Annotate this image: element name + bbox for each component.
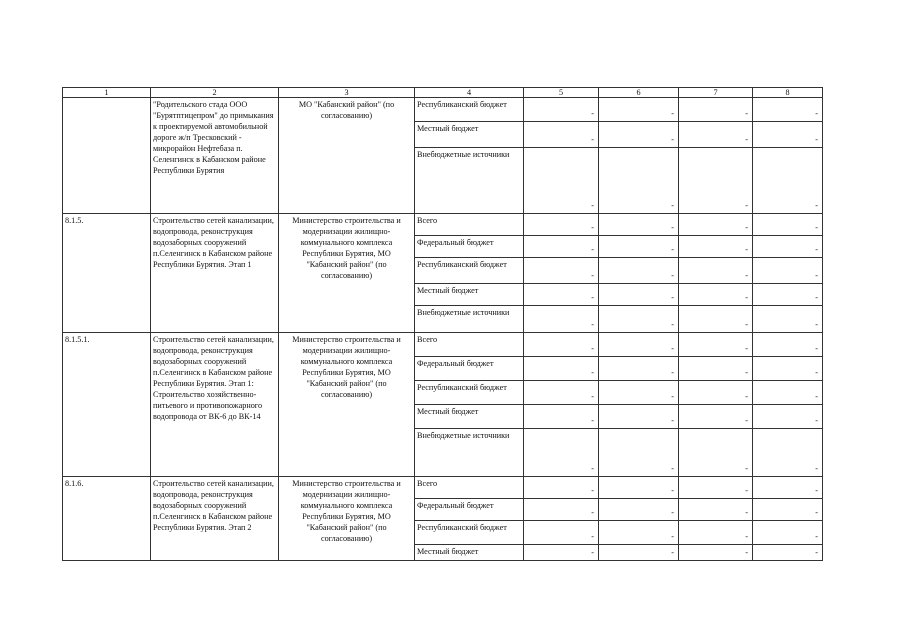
value-cell xyxy=(753,521,823,545)
value-cell xyxy=(753,499,823,521)
value-text: - xyxy=(591,464,594,473)
value-text: - xyxy=(815,464,818,473)
executor: МО "Кабанский район" (по согласованию) xyxy=(279,98,415,214)
column-header: 6 xyxy=(599,88,679,98)
table-row xyxy=(63,477,823,499)
value-cell xyxy=(679,258,753,284)
value-text: - xyxy=(745,223,748,232)
value-cell xyxy=(753,214,823,236)
value-cell xyxy=(599,236,679,258)
column-header: 8 xyxy=(753,88,823,98)
value-cell xyxy=(599,545,679,561)
value-cell xyxy=(524,521,599,545)
value-cell xyxy=(679,122,753,148)
value-cell xyxy=(524,545,599,561)
value-cell xyxy=(524,357,599,381)
value-cell xyxy=(679,545,753,561)
value-cell xyxy=(524,429,599,477)
value-text: - xyxy=(591,201,594,210)
item-number: 8.1.6. xyxy=(63,477,151,561)
value-text: - xyxy=(745,486,748,495)
value-text: - xyxy=(671,109,674,118)
value-cell xyxy=(524,122,599,148)
value-cell xyxy=(599,521,679,545)
value-cell xyxy=(524,381,599,405)
value-text: - xyxy=(815,293,818,302)
column-header: 2 xyxy=(151,88,279,98)
value-cell xyxy=(599,98,679,122)
value-text: - xyxy=(671,271,674,280)
value-cell xyxy=(753,306,823,333)
value-cell xyxy=(753,258,823,284)
funding-source: Республиканский бюджет xyxy=(415,98,524,122)
value-cell xyxy=(753,284,823,306)
value-cell xyxy=(524,148,599,214)
value-text: - xyxy=(815,508,818,517)
value-cell xyxy=(679,521,753,545)
value-text: - xyxy=(591,548,594,557)
item-number: 8.1.5. xyxy=(63,214,151,333)
value-text: - xyxy=(671,245,674,254)
value-text: - xyxy=(815,532,818,541)
value-text: - xyxy=(815,416,818,425)
value-cell xyxy=(599,284,679,306)
value-text: - xyxy=(745,368,748,377)
value-cell xyxy=(679,381,753,405)
value-text: - xyxy=(745,344,748,353)
value-cell xyxy=(753,357,823,381)
value-text: - xyxy=(745,508,748,517)
value-cell xyxy=(679,499,753,521)
value-cell xyxy=(524,284,599,306)
funding-source: Всего xyxy=(415,214,524,236)
value-cell xyxy=(599,477,679,499)
value-cell xyxy=(599,148,679,214)
funding-source: Республиканский бюджет xyxy=(415,381,524,405)
value-text: - xyxy=(745,109,748,118)
value-cell xyxy=(753,98,823,122)
value-cell xyxy=(753,333,823,357)
value-text: - xyxy=(671,320,674,329)
executor: Министерство строительства и модернизации жилищно-коммунального комплекса Республики Бурятия, МО "Кабанский район" (по согласованию) xyxy=(279,477,415,561)
value-text: - xyxy=(745,201,748,210)
value-cell xyxy=(679,429,753,477)
value-cell xyxy=(679,236,753,258)
value-cell xyxy=(524,258,599,284)
value-text: - xyxy=(745,532,748,541)
value-cell xyxy=(599,214,679,236)
value-text: - xyxy=(815,486,818,495)
funding-source: Местный бюджет xyxy=(415,284,524,306)
value-text: - xyxy=(591,271,594,280)
funding-source: Всего xyxy=(415,333,524,357)
value-text: - xyxy=(815,392,818,401)
value-text: - xyxy=(591,135,594,144)
value-text: - xyxy=(671,548,674,557)
value-cell xyxy=(753,381,823,405)
value-text: - xyxy=(745,293,748,302)
value-text: - xyxy=(591,486,594,495)
value-text: - xyxy=(671,201,674,210)
budget-table xyxy=(62,87,823,561)
value-text: - xyxy=(745,271,748,280)
value-text: - xyxy=(671,416,674,425)
value-text: - xyxy=(815,201,818,210)
column-header: 5 xyxy=(524,88,599,98)
value-cell xyxy=(599,333,679,357)
value-text: - xyxy=(591,392,594,401)
value-cell xyxy=(753,429,823,477)
value-text: - xyxy=(745,464,748,473)
value-cell xyxy=(599,357,679,381)
value-text: - xyxy=(815,271,818,280)
value-text: - xyxy=(671,344,674,353)
value-cell xyxy=(524,306,599,333)
value-cell xyxy=(679,306,753,333)
value-text: - xyxy=(591,223,594,232)
funding-source: Внебюджетные источники xyxy=(415,148,524,214)
value-cell xyxy=(679,214,753,236)
funding-source: Федеральный бюджет xyxy=(415,236,524,258)
value-text: - xyxy=(671,368,674,377)
value-text: - xyxy=(671,293,674,302)
value-cell xyxy=(524,214,599,236)
value-cell xyxy=(753,405,823,429)
value-cell xyxy=(599,258,679,284)
value-text: - xyxy=(745,392,748,401)
executor: Министерство строительства и модернизации жилищно-коммунального комплекса Республики Бурятия, МО "Кабанский район" (по согласованию) xyxy=(279,214,415,333)
value-text: - xyxy=(591,293,594,302)
value-cell xyxy=(679,357,753,381)
value-cell xyxy=(679,98,753,122)
funding-source: Внебюджетные источники xyxy=(415,429,524,477)
value-text: - xyxy=(815,245,818,254)
value-text: - xyxy=(815,368,818,377)
item-number xyxy=(63,98,151,214)
column-header: 7 xyxy=(679,88,753,98)
value-text: - xyxy=(591,320,594,329)
value-cell xyxy=(753,477,823,499)
value-text: - xyxy=(591,344,594,353)
value-cell xyxy=(679,405,753,429)
funding-source: Республиканский бюджет xyxy=(415,521,524,545)
item-name: "Родительского стада ООО "Бурятптицепром" до примыкания к проектируемой автомобильной дороге ж/п Тресковский - микрорайон Нефтебаза п. Селенгинск в Кабанском районе Республики Бурятия xyxy=(151,98,279,214)
column-header: 3 xyxy=(279,88,415,98)
column-header: 4 xyxy=(415,88,524,98)
item-number: 8.1.5.1. xyxy=(63,333,151,477)
value-text: - xyxy=(671,223,674,232)
funding-source: Внебюджетные источники xyxy=(415,306,524,333)
header-row xyxy=(63,88,823,98)
value-text: - xyxy=(671,135,674,144)
table-row xyxy=(63,333,823,357)
funding-source: Местный бюджет xyxy=(415,545,524,561)
item-name: Строительство сетей канализации, водопровода, реконструкция водозаборных сооружений п.Селенгинск в Кабанском районе Республики Бурятия. Этап 1 xyxy=(151,214,279,333)
value-cell xyxy=(599,306,679,333)
value-text: - xyxy=(745,548,748,557)
value-text: - xyxy=(591,508,594,517)
value-text: - xyxy=(591,532,594,541)
value-cell xyxy=(599,499,679,521)
value-cell xyxy=(599,122,679,148)
value-text: - xyxy=(745,320,748,329)
value-cell xyxy=(679,333,753,357)
value-cell xyxy=(679,284,753,306)
value-cell xyxy=(524,477,599,499)
value-text: - xyxy=(815,344,818,353)
value-text: - xyxy=(815,109,818,118)
value-cell xyxy=(753,122,823,148)
value-text: - xyxy=(745,245,748,254)
table-row xyxy=(63,98,823,122)
column-header: 1 xyxy=(63,88,151,98)
value-text: - xyxy=(671,508,674,517)
value-text: - xyxy=(591,416,594,425)
value-cell xyxy=(524,98,599,122)
value-cell xyxy=(524,405,599,429)
funding-source: Федеральный бюджет xyxy=(415,357,524,381)
value-cell xyxy=(753,545,823,561)
value-cell xyxy=(679,148,753,214)
funding-source: Местный бюджет xyxy=(415,405,524,429)
value-text: - xyxy=(815,223,818,232)
value-text: - xyxy=(745,135,748,144)
funding-source: Всего xyxy=(415,477,524,499)
funding-source: Федеральный бюджет xyxy=(415,499,524,521)
funding-source: Местный бюджет xyxy=(415,122,524,148)
value-text: - xyxy=(815,135,818,144)
value-cell xyxy=(599,381,679,405)
value-cell xyxy=(599,429,679,477)
value-cell xyxy=(524,333,599,357)
table-row xyxy=(63,214,823,236)
item-name: Строительство сетей канализации, водопровода, реконструкция водозаборных сооружений п.Селенгинск в Кабанском районе Республики Бурятия. Этап 1: Строительство хозяйственно-питьевого и противопожарного водопровода от ВК-6 до ВК-14 xyxy=(151,333,279,477)
executor: Министерство строительства и модернизации жилищно-коммунального комплекса Республики Бурятия, МО "Кабанский район" (по согласованию) xyxy=(279,333,415,477)
value-cell xyxy=(753,148,823,214)
value-text: - xyxy=(591,109,594,118)
value-text: - xyxy=(671,532,674,541)
value-cell xyxy=(524,236,599,258)
item-name: Строительство сетей канализации, водопровода, реконструкция водозаборных сооружений п.Селенгинск в Кабанском районе Республики Бурятия. Этап 2 xyxy=(151,477,279,561)
value-text: - xyxy=(591,245,594,254)
value-cell xyxy=(753,236,823,258)
value-text: - xyxy=(591,368,594,377)
value-text: - xyxy=(671,392,674,401)
value-cell xyxy=(524,499,599,521)
value-text: - xyxy=(815,320,818,329)
value-text: - xyxy=(671,486,674,495)
value-text: - xyxy=(815,548,818,557)
value-cell xyxy=(679,477,753,499)
value-text: - xyxy=(671,464,674,473)
funding-source: Республиканский бюджет xyxy=(415,258,524,284)
value-text: - xyxy=(745,416,748,425)
value-cell xyxy=(599,405,679,429)
